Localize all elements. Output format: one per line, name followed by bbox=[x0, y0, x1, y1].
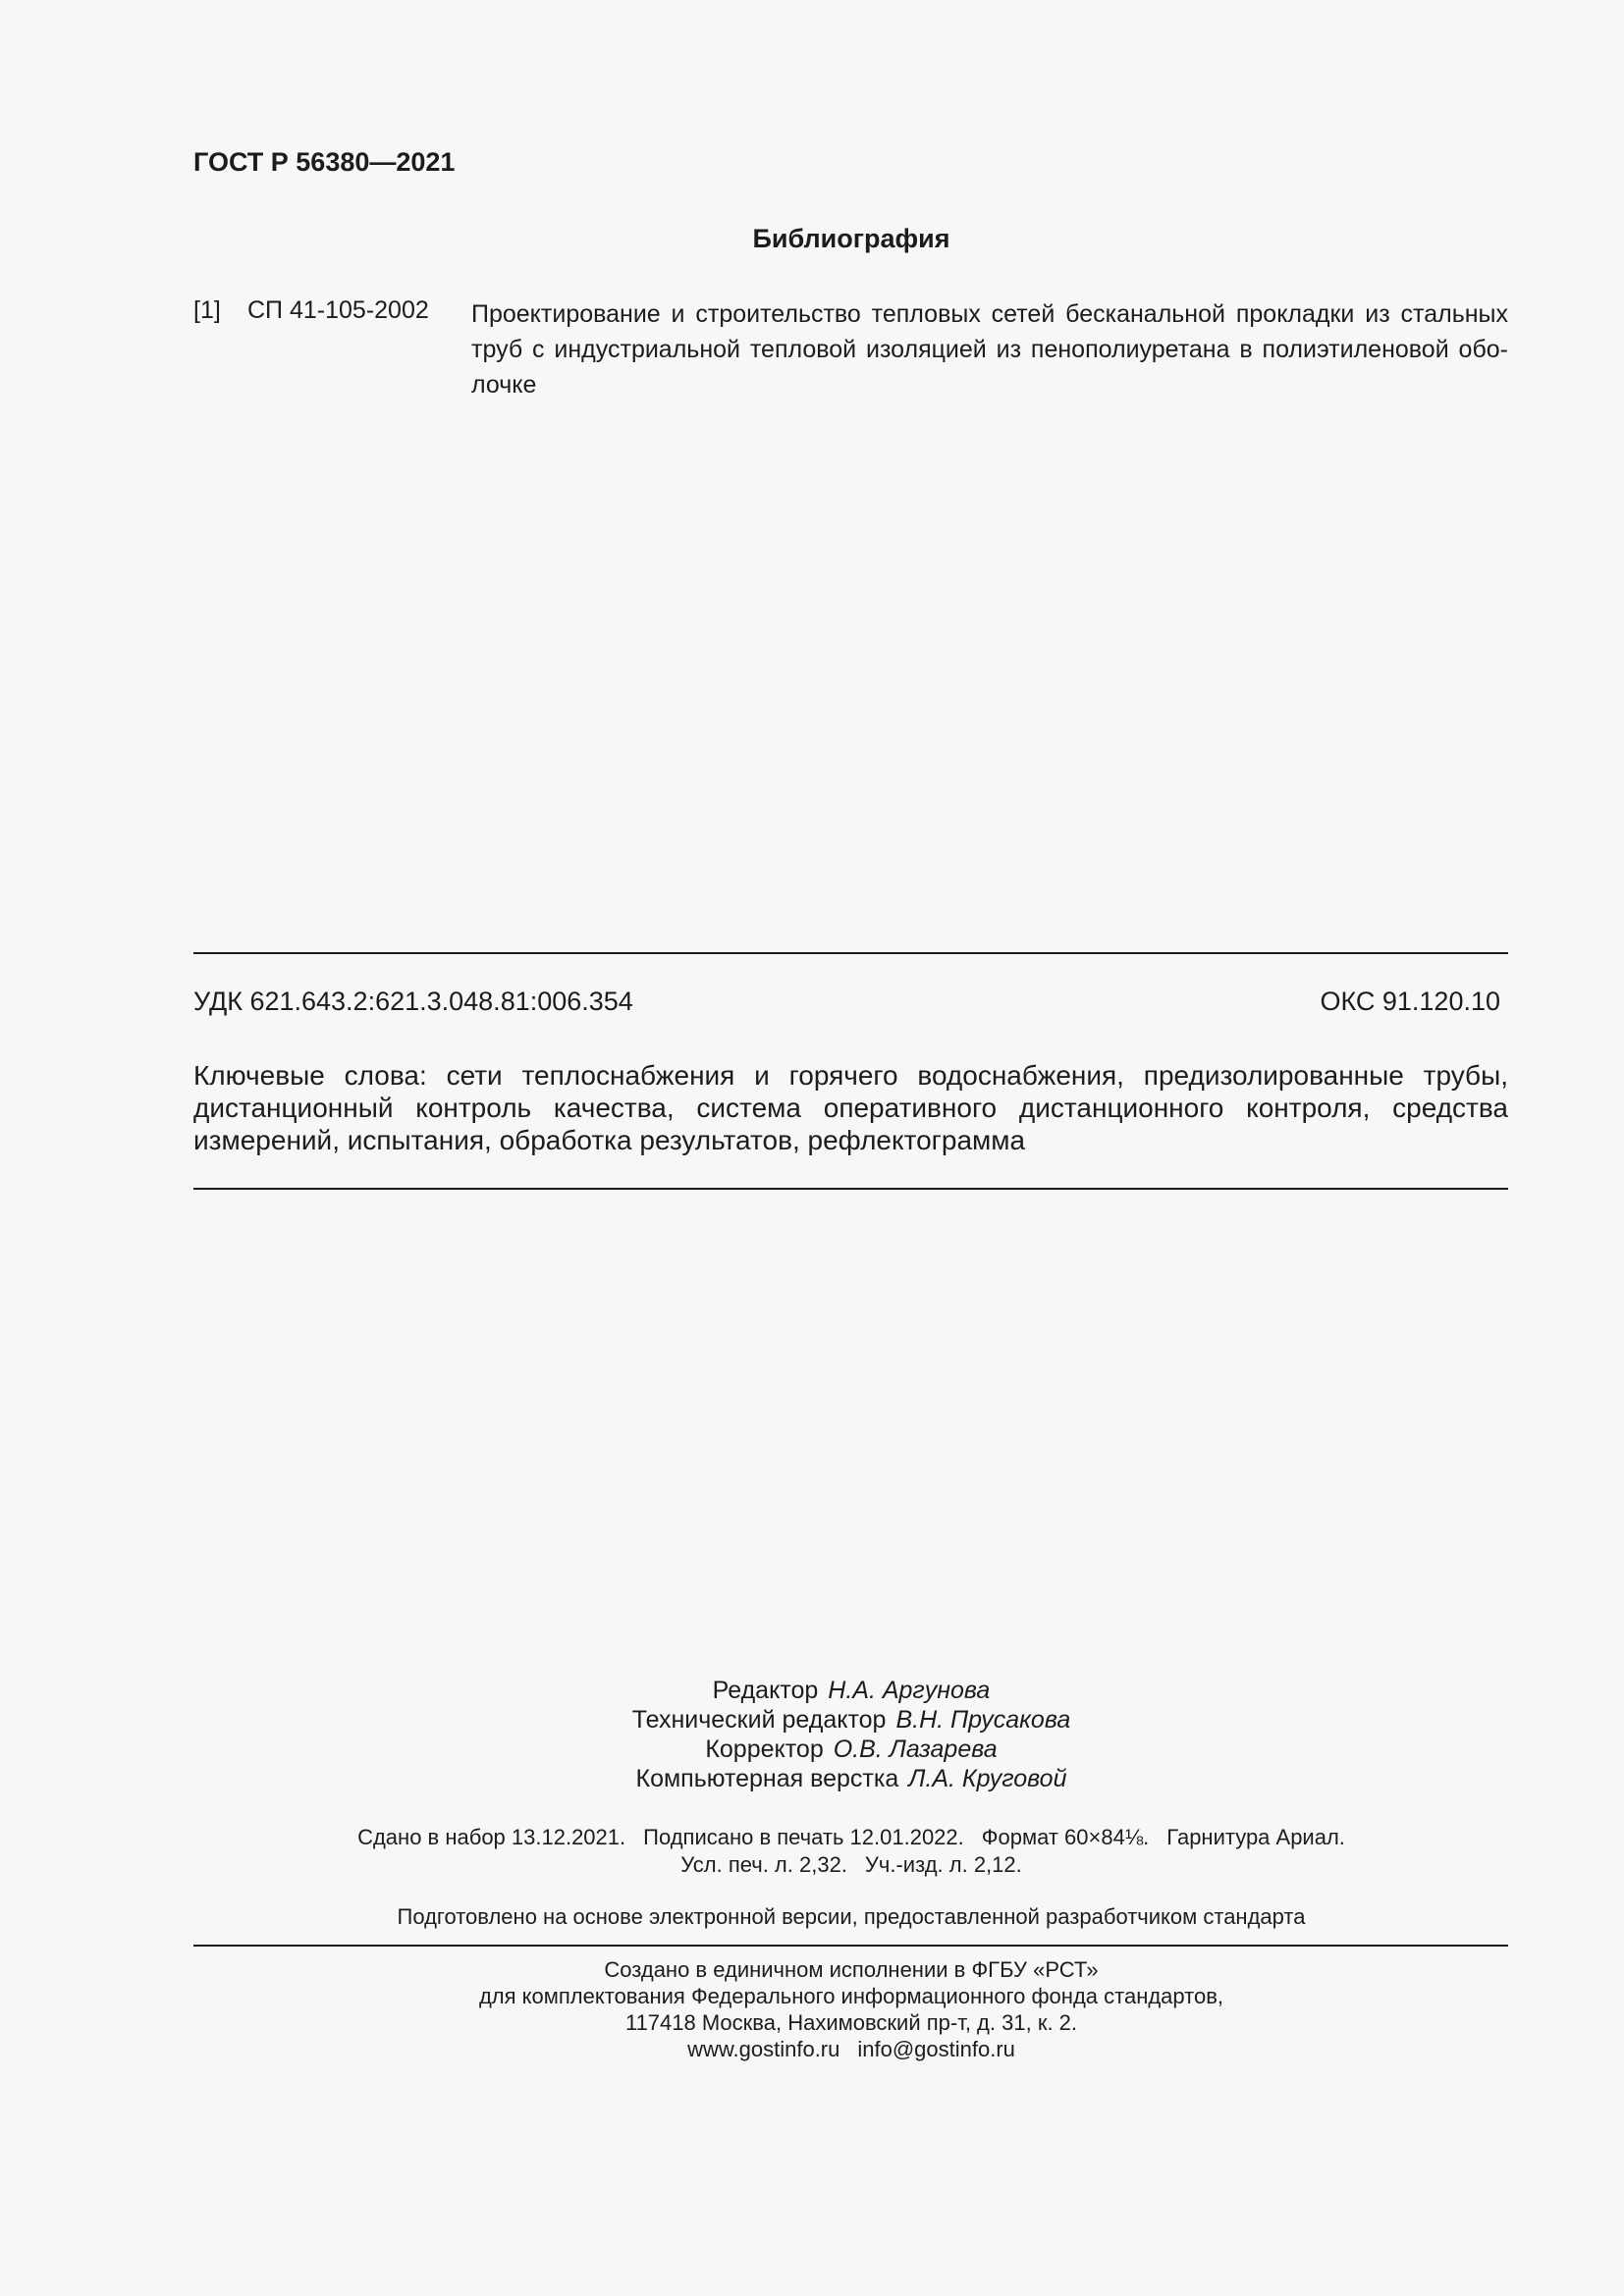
credit-role: Компьютерная верстка bbox=[635, 1765, 899, 1792]
oks-code: ОКС 91.120.10 bbox=[1320, 987, 1500, 1016]
udc-code: УДК 621.643.2:621.3.048.81:006.354 bbox=[193, 987, 633, 1016]
credit-name: В.Н. Прусакова bbox=[895, 1706, 1071, 1734]
keywords: Ключевые слова: сети теплоснабжения и горячего водоснабжения, предизолированные трубы, дистанционный контроль качества, система оперативного дистанционного контроля, средства измерений, испытания, обработка результатов, рефлектограмма bbox=[193, 1060, 1508, 1155]
divider-middle bbox=[193, 1188, 1508, 1190]
email-link[interactable]: info@gostinfo.ru bbox=[857, 2037, 1015, 2061]
credit-line-tech-editor bbox=[0, 1705, 1624, 1735]
print-info-line-1 bbox=[0, 1824, 1624, 1851]
signed-date: Подписано в печать 12.01.2022. bbox=[643, 1825, 964, 1849]
print-info bbox=[0, 1824, 1624, 1879]
reference-code: СП 41-105-2002 bbox=[247, 296, 429, 324]
edition-sheets: Уч.-изд. л. 2,12. bbox=[864, 1852, 1022, 1877]
editorial-credits bbox=[0, 1676, 1624, 1793]
credit-role: Редактор bbox=[712, 1677, 819, 1704]
credit-name: Л.А. Круговой bbox=[908, 1765, 1067, 1792]
bibliography-title: Библиография bbox=[752, 224, 950, 253]
credit-line-editor bbox=[0, 1676, 1624, 1705]
credit-name: О.В. Лазарева bbox=[833, 1735, 998, 1763]
publisher-address: 117418 Москва, Нахимовский пр-т, д. 31, к. 2. bbox=[624, 2010, 1078, 2035]
reference-title: Проектирование и строительство тепловых сетей бесканальной прокладки из стальных труб с индустриальной тепловой изоляцией из пенополиуретана в полиэтиленовой обо-лочке bbox=[471, 300, 1508, 399]
credit-role: Технический редактор bbox=[631, 1706, 887, 1734]
reference-number: [1] bbox=[193, 296, 221, 324]
printed-sheets: Усл. печ. л. 2,32. bbox=[680, 1852, 847, 1877]
publisher-contacts bbox=[0, 2036, 1624, 2062]
credit-role: Корректор bbox=[705, 1735, 824, 1763]
paper-format: Формат 60×84⅛. bbox=[981, 1825, 1150, 1849]
prepared-note: Подготовлено на основе электронной версии, предоставленной разработчиком стандарта bbox=[397, 1904, 1306, 1929]
credit-line-corrector bbox=[0, 1735, 1624, 1764]
publisher-line-2: для комплектования Федерального информационного фонда стандартов, bbox=[478, 1984, 1224, 2008]
publisher-info bbox=[0, 1956, 1624, 2062]
website-link[interactable]: www.gostinfo.ru bbox=[687, 2037, 840, 2061]
print-info-line-2 bbox=[0, 1851, 1624, 1879]
submitted-date: Сдано в набор 13.12.2021. bbox=[357, 1825, 626, 1849]
credit-name: Н.А. Аргунова bbox=[828, 1677, 991, 1704]
typeface: Гарнитура Ариал. bbox=[1166, 1825, 1345, 1849]
divider-top bbox=[193, 952, 1508, 954]
divider-bottom bbox=[193, 1945, 1508, 1947]
credit-line-layout bbox=[0, 1764, 1624, 1793]
publisher-line-1: Создано в единичном исполнении в ФГБУ «РСТ» bbox=[604, 1957, 1099, 1982]
document-code: ГОСТ Р 56380—2021 bbox=[193, 147, 456, 177]
